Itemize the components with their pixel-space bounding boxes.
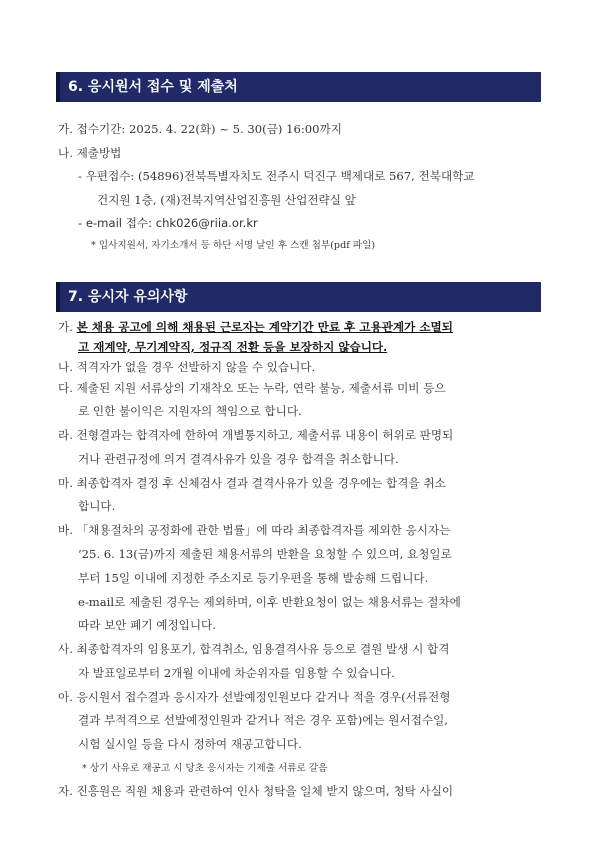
item-prefix: 마. — [58, 476, 73, 490]
item-text: 진흥원은 직원 채용과 관련하여 인사 청탁을 일체 받지 않으며, 청탁 사실이 — [76, 784, 454, 798]
reannouncement-note: * 상기 사유로 재공고 시 당초 응시자는 기제출 서류로 갈음 — [82, 763, 328, 774]
section-6-title: 6. 응시원서 접수 및 제출처 — [68, 79, 238, 95]
section-6-header — [56, 72, 541, 102]
notice-item-ba-cont2: 부터 15일 이내에 지정한 주소지로 등기우편을 통해 발송해 드립니다. — [78, 571, 429, 585]
notice-item-da-cont: 로 인한 불이익은 지원자의 책임으로 합니다. — [78, 404, 302, 418]
item-prefix: 사. — [58, 642, 73, 656]
notice-item-ra-cont: 거나 관련규정에 의거 결격사유가 있을 경우 합격을 취소합니다. — [78, 452, 399, 466]
item-text: 제출된 지원 서류상의 기재착오 또는 누락, 연락 불능, 제출서류 미비 등으 — [76, 381, 446, 395]
notice-item-ma-cont: 합니다. — [78, 499, 116, 513]
item-text: 전형결과는 합격자에 한하여 개별통지하고, 제출서류 내용이 허위로 판명되 — [76, 428, 454, 442]
item-prefix: 아. — [58, 690, 73, 704]
notice-item-ga — [58, 319, 453, 335]
notice-item-a — [58, 689, 450, 705]
notice-item-ba-cont3: e-mail로 제출된 경우는 제외하며, 이후 반환요청이 없는 채용서류는 절차에 — [78, 595, 461, 609]
notice-item-ja — [58, 783, 453, 799]
notice-item-sa — [58, 641, 449, 657]
section-7-title: 7. 응시자 유의사항 — [68, 289, 188, 305]
notice-item-a-cont2: 시험 실시일 등을 다시 정하여 재공고합니다. — [78, 737, 302, 751]
item-prefix: 나. — [58, 360, 73, 374]
item-prefix: 다. — [58, 381, 73, 395]
item-text: 「채용절차의 공정화에 관한 법률」에 따라 최종합격자를 제외한 응시자는 — [76, 523, 451, 537]
notice-item-da — [58, 380, 446, 396]
submission-method-label: 나. 제출방법 — [58, 146, 122, 160]
item-text: 최종합격자의 임용포기, 합격취소, 임용결격사유 등으로 결원 발생 시 합격 — [76, 642, 450, 656]
notice-item-sa-cont: 자 발표일로부터 2개월 이내에 차순위자를 임용할 수 있습니다. — [78, 666, 395, 680]
section-7-header — [56, 282, 541, 312]
notice-item-ra — [58, 427, 453, 443]
notice-item-ba-cont1: ’25. 6. 13(금)까지 제출된 채용서류의 반환을 요청할 수 있으며, 요청일로 — [78, 547, 452, 561]
item-prefix: 가. — [58, 320, 73, 334]
item-text: 본 채용 공고에 의해 채용된 근로자는 계약기간 만료 후 고용관계가 소멸되 — [76, 320, 453, 334]
item-prefix: 바. — [58, 523, 73, 537]
notice-item-a-cont1: 결과 부적격으로 선발예정인원과 같거나 적은 경우 포함)에는 원서접수일, — [78, 713, 448, 727]
postal-submission-line2: 건지원 1층, (재)전북지역산업진흥원 산업전략실 앞 — [97, 193, 356, 207]
item-prefix: 라. — [58, 428, 73, 442]
notice-item-ba — [58, 522, 450, 538]
item-text: 최종합격자 결정 후 신체검사 결과 결격사유가 있을 경우에는 합격을 취소 — [76, 476, 446, 490]
item-text: 적격자가 없을 경우 선발하지 않을 수 있습니다. — [76, 360, 316, 374]
email-note: * 입사지원서, 자기소개서 등 하단 서명 날인 후 스캔 첨부(pdf 파일) — [91, 240, 376, 251]
item-text: 응시원서 접수결과 응시자가 선발예정인원보다 같거나 적을 경우(서류전형 — [76, 690, 451, 704]
notice-item-ma — [58, 475, 446, 491]
submission-period: 가. 접수기간: 2025. 4. 22(화) ~ 5. 30(금) 16:00까지 — [58, 122, 342, 136]
email-submission: - e-mail 접수: chk026@riia.or.kr — [78, 216, 258, 230]
postal-submission-line1: - 우편접수: (54896)전북특별자치도 전주시 덕진구 백제대로 567, 전북대학교 — [78, 169, 475, 183]
item-prefix: 자. — [58, 784, 73, 798]
notice-item-ga-cont: 고 재계약, 무기계약직, 정규직 전환 등을 보장하지 않습니다. — [78, 340, 388, 354]
notice-item-ba-cont4: 따라 보안 폐기 예정입니다. — [78, 618, 216, 632]
notice-item-na — [58, 359, 315, 375]
